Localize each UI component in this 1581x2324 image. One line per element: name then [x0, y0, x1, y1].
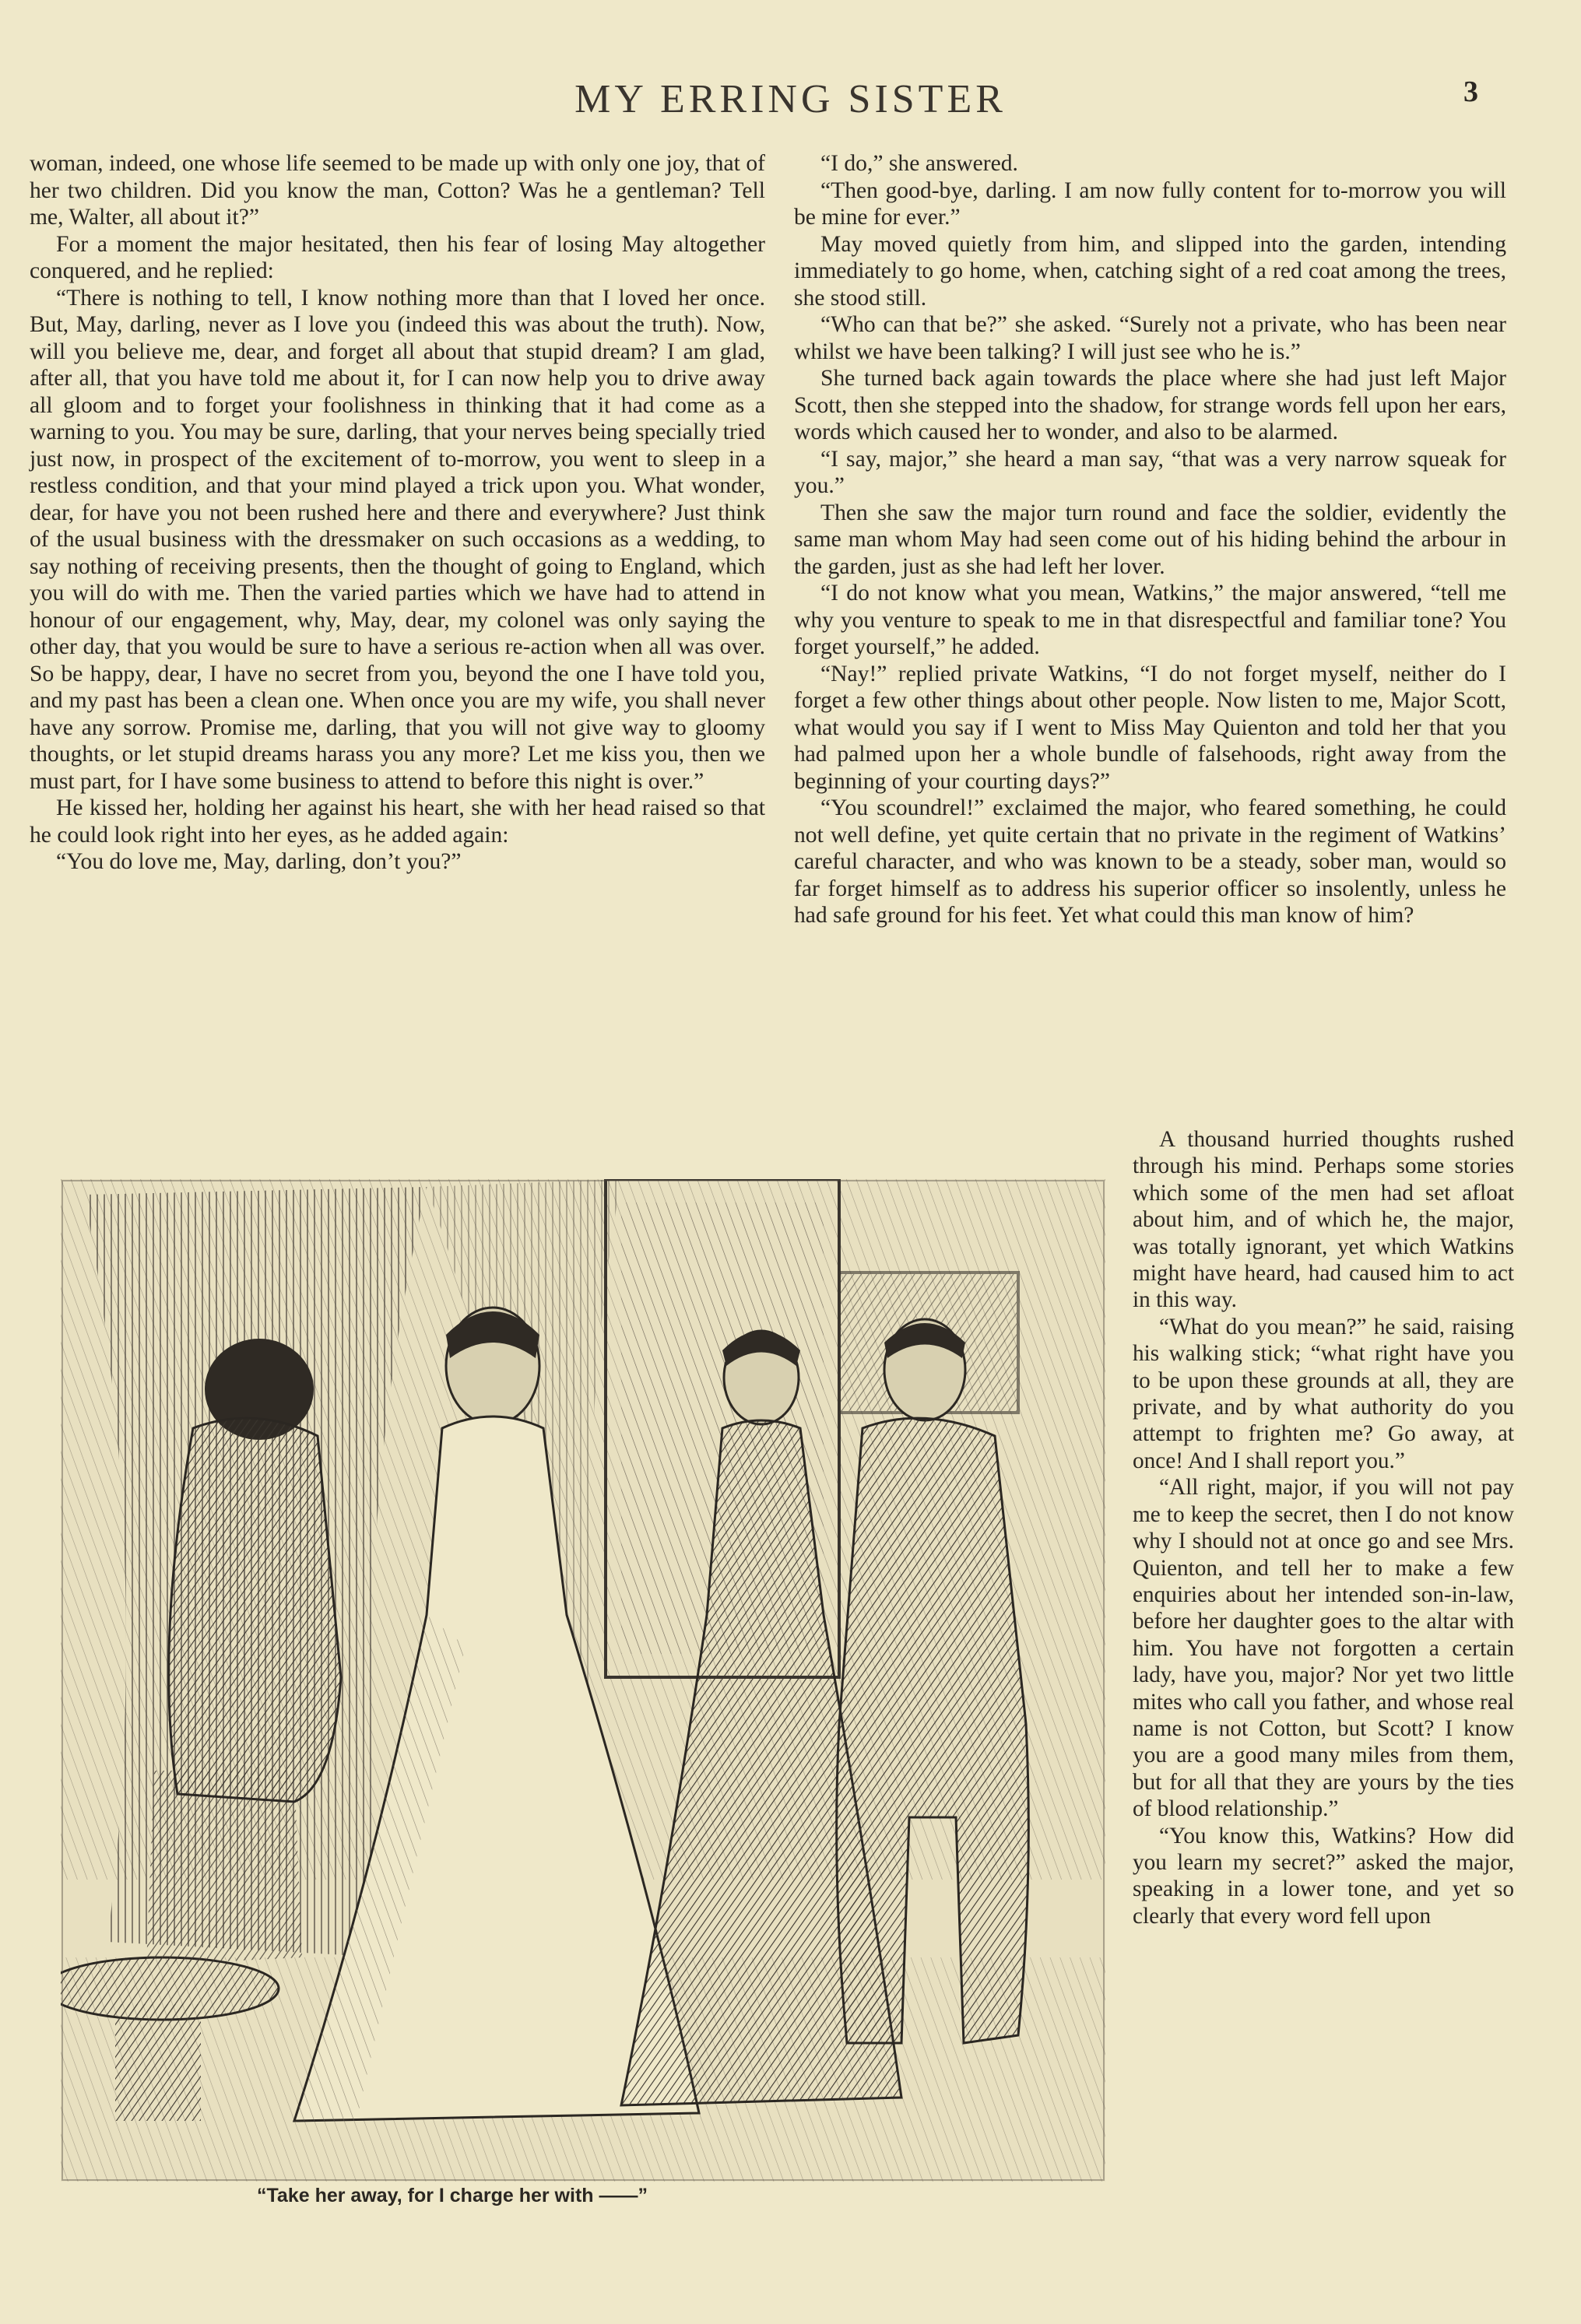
paragraph: “Then good-bye, darling. I am now fully content for to-morrow you will be mine for ever.” [794, 177, 1506, 230]
paragraph: “All right, major, if you will not pay me to keep the secret, then I do not know why I should not at once go and see Mrs. Quienton, and tell her to make a few enquiries about her intended son-in-law, before her daughter goes to the altar with him. You have not forgotten a certain lady, have you, major? Nor yet two little mites who call you father, and whose real name is not Cotton, but Scott? I know you are a good many miles from them, but for all that they are yours by the ties of blood relationship.” [1133, 1475, 1514, 1822]
narrow-text-column [1133, 1126, 1514, 1929]
paragraph: “You know this, Watkins? How did you learn my secret?” asked the major, speaking in a lower tone, and yet so clearly that every word fell upon [1133, 1823, 1514, 1929]
paragraph: “I say, major,” she heard a man say, “that was a very narrow squeak for you.” [794, 446, 1506, 498]
left-text-column [30, 150, 765, 876]
page-number: 3 [1463, 75, 1478, 108]
paragraph: Then she saw the major turn round and face the soldier, evidently the same man whom May had seen come out of his hiding behind the arbour in the garden, just as she had left her lover. [794, 500, 1506, 579]
engraving-illustration [61, 1179, 1105, 2182]
paragraph: “What do you mean?” he said, raising his walking stick; “what right have you to be upon these grounds at all, they are private, and by what authority do you attempt to frighten me? Go away, at once! And I shall report you.” [1133, 1314, 1514, 1473]
right-text-column [794, 150, 1506, 929]
paragraph: A thousand hurried thoughts rushed through his mind. Perhaps some stories which some of the men had set afloat about him, and of which he, the major, was totally ignorant, yet which Watkins might have heard, had caused him to act in this way. [1133, 1127, 1514, 1313]
paragraph: “I do not know what you mean, Watkins,” the major answered, “tell me why you venture to speak to me in that disrespectful and familiar tone? You forget yourself,” he added. [794, 581, 1506, 659]
paragraph: He kissed her, holding her against his heart, she with her head raised so that he could look right into her eyes, as he added again: [30, 795, 765, 848]
running-title: MY ERRING SISTER [574, 77, 1007, 121]
paragraph: “You scoundrel!” exclaimed the major, who feared something, he could not well define, yet quite certain that no private in the regiment of Watkins’ careful character, and who was known to be a steady, sober man, would so far forget himself as to address his superior officer so insolently, unless he had safe ground for his feet. Yet what could this man know of him? [794, 795, 1506, 928]
policeman-figure [169, 1418, 341, 1802]
paragraph: She turned back again towards the place where she had just left Major Scott, then she stepped into the shadow, for strange words fell upon her ears, words which caused her to wonder, and also to be alarmed. [794, 366, 1506, 444]
paragraph: “I do,” she answered. [820, 151, 1018, 176]
paragraph: “Nay!” replied private Watkins, “I do not forget myself, neither do I forget a few other things about other people. Now listen to me, Major Scott, what would you say if I went to Miss May Quienton and told her that you had palmed upon her a whole bundle of falsehoods, right away from the beginning of your courting days?” [794, 661, 1506, 794]
paragraph: “You do love me, May, darling, don’t you?” [56, 849, 462, 874]
paragraph: “Who can that be?” she asked. “Surely not a private, who has been near whilst we have been talking? I will just see who he is.” [794, 312, 1506, 364]
paragraph: “There is nothing to tell, I know nothing more than that I loved her once. But, May, darling, never as I love you (indeed this was about the truth). Now, will you believe me, dear, and forget all about that stupid dream? I am glad, after all, that you have told me about it, for I can now help you to drive away all gloom and to forget your foolishness in thinking that it had come as a warning to you. You may be sure, darling, that your nerves being specially tried just now, in prospect of the excitement of to-morrow, you went to sleep in a restless condition, and that your mind played a trick upon you. What wonder, dear, for have you not been rushed here and there and everywhere? Just think of the usual business with the dressmaker on such occasions as a wedding, to say nothing of receiving presents, then the thought of going to England, which you will do with me. Then the varied parties which we have had to attend in honour of our engagement, why, May, dear, my colonel was only saying the other day, that you would be sure to have a serious re-action when all was over. So be happy, dear, I have no secret from you, beyond the one I have told you, and my past has been a clean one. When once you are my wife, you shall never have any sorrow. Promise me, darling, that you will not give way to gloomy thoughts, or let stupid dreams harass you any more? Let me kiss you, then we must part, for I have some business to attend to before this night is over.” [30, 285, 765, 794]
paragraph: May moved quietly from him, and slipped into the garden, intending immediately to go home, when, catching sight of a red coat among the trees, she stood still. [794, 231, 1506, 311]
paragraph: For a moment the major hesitated, then his fear of losing May altogether conquered, and he replied: [30, 231, 765, 283]
illustration-caption: “Take her away, for I charge her with ——” [257, 2185, 648, 2206]
paragraph: woman, indeed, one whose life seemed to be made up with only one joy, that of her two children. Did you know the man, Cotton? Was he a gentleman? Tell me, Walter, all about it?” [30, 151, 765, 230]
